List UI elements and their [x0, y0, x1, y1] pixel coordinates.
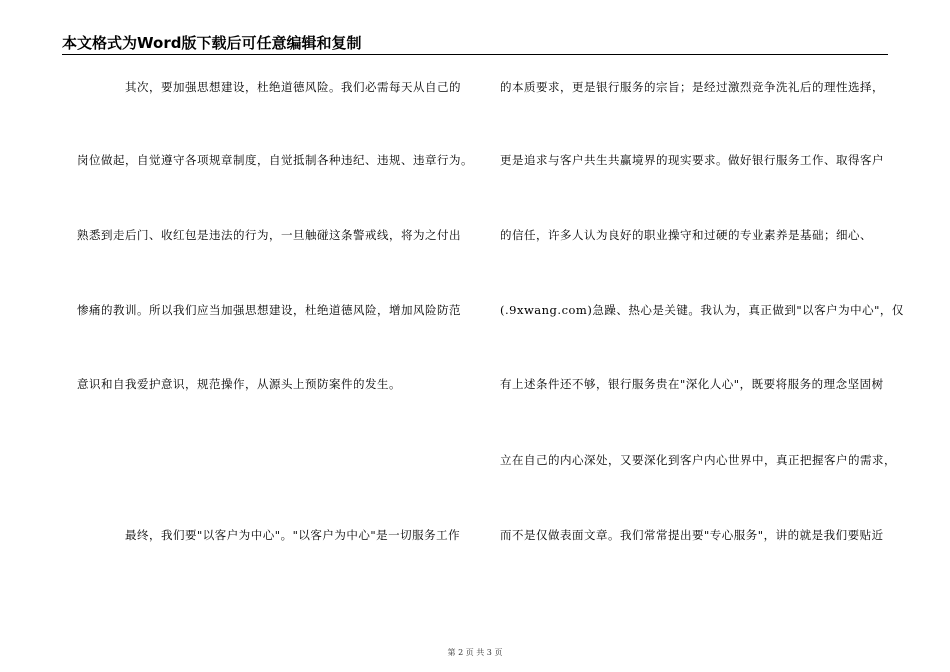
paragraph-line: 立在自己的内心深处，又要深化到客户内心世界中，真正把握客户的需求， [500, 453, 896, 467]
paragraph-line: (.9xwang.com)急躁、热心是关键。我认为，真正做到"以客户为中心"，仅 [500, 303, 904, 317]
header-divider [62, 54, 888, 55]
paragraph-line: 意识和自我爱护意识，规范操作，从源头上预防案件的发生。 [77, 377, 401, 391]
paragraph-line: 更是追求与客户共生共赢境界的现实要求。做好银行服务工作、取得客户 [500, 153, 884, 167]
document-header-title: 本文格式为Word版下载后可任意编辑和复制 [62, 34, 362, 52]
paragraph-line: 其次，要加强思想建设，杜绝道德风险。我们必需每天从自己的 [125, 80, 461, 94]
paragraph-line: 最终，我们要"以客户为中心"。"以客户为中心"是一切服务工作 [125, 528, 461, 542]
page-number-footer: 第 2 页 共 3 页 [447, 648, 503, 657]
paragraph-line: 岗位做起，自觉遵守各项规章制度，自觉抵制各种违纪、违规、违章行为。 [77, 153, 473, 167]
paragraph-line: 熟悉到走后门、收红包是违法的行为，一旦触碰这条警戒线，将为之付出 [77, 228, 461, 242]
paragraph-line: 而不是仅做表面文章。我们常常提出要"专心服务"，讲的就是我们要贴近 [500, 528, 884, 542]
paragraph-line: 有上述条件还不够，银行服务贵在"深化人心"，既要将服务的理念坚固树 [500, 377, 884, 391]
paragraph-line: 惨痛的教训。所以我们应当加强思想建设，杜绝道德风险，增加风险防范 [77, 303, 461, 317]
paragraph-line: 的本质要求，更是银行服务的宗旨；是经过激烈竞争洗礼后的理性选择， [500, 80, 884, 94]
paragraph-line: 的信任，许多人认为良好的职业操守和过硬的专业素养是基础；细心、 [500, 228, 872, 242]
